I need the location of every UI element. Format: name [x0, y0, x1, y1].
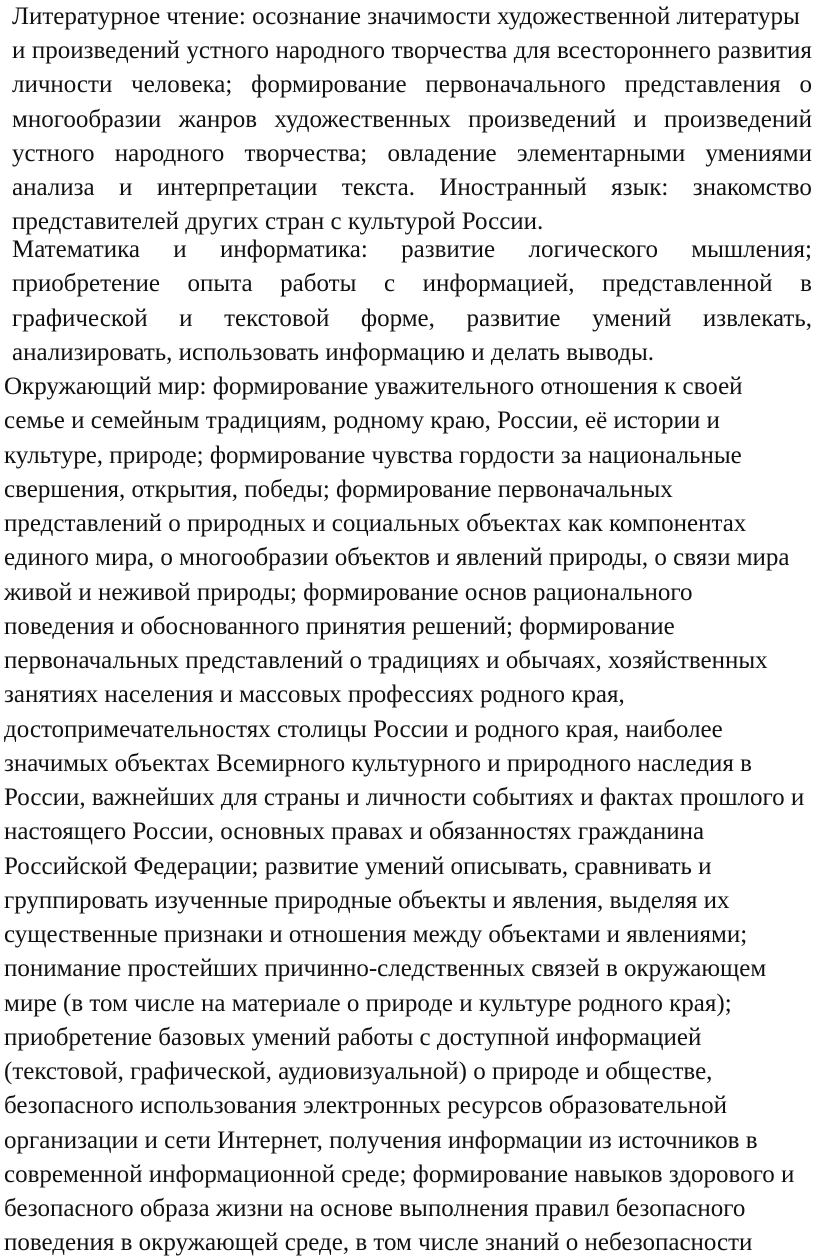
- word: интерпретации: [156, 174, 318, 201]
- text-line: представителей других стран с культурой России.: [12, 208, 544, 235]
- text-line: поведения и обоснованного принятия решений; формирование: [4, 613, 675, 640]
- word: информацией,: [422, 270, 575, 297]
- text-line: [12, 302, 812, 336]
- text-line: [12, 233, 812, 267]
- text-line: существенные признаки и отношения между объектами и явлениями;: [4, 921, 748, 948]
- text-line: понимание простейших причинно-следственных связей в окружающем: [4, 955, 767, 982]
- text-line: [12, 267, 812, 301]
- word: знакомство: [692, 174, 812, 201]
- text-line: поведения в окружающей среде, в том числе знаний о небезопасности: [4, 1229, 753, 1256]
- word: опыта: [187, 270, 253, 297]
- word: развитие: [401, 236, 496, 263]
- word: форме,: [360, 305, 435, 332]
- text-line: первоначальных представлений о традициях и обычаях, хозяйственных: [4, 647, 768, 674]
- word: народного: [114, 140, 225, 167]
- word: язык:: [611, 174, 669, 201]
- word: и: [633, 106, 647, 133]
- word: Иностранный: [439, 174, 587, 201]
- text-line: [12, 171, 812, 205]
- text-line: значимых объектах Всемирного культурного и природного наследия в: [4, 750, 752, 777]
- word: с: [383, 270, 396, 297]
- word: и: [118, 174, 133, 201]
- word: Математика: [12, 236, 140, 263]
- text-line: семье и семейным традициям, родному краю, России, её истории и: [4, 407, 720, 434]
- text-line: [12, 34, 812, 68]
- word: формирование: [251, 71, 407, 98]
- text-line: [12, 137, 812, 171]
- word: человека;: [131, 71, 233, 98]
- text-line: занятиях населения и массовых профессиях родного края,: [4, 681, 625, 708]
- text-line: достопримечательностях столицы России и родного края, наиболее: [4, 716, 723, 743]
- text-line: России, важнейших для страны и личности событиях и фактах прошлого и: [4, 784, 805, 811]
- text-line: организации и сети Интернет, получения информации из источников в: [4, 1127, 758, 1154]
- word: логического: [528, 236, 658, 263]
- word: многообразии: [12, 106, 162, 133]
- text-line: настоящего России, основных правах и обязанностях гражданина: [4, 818, 705, 845]
- word: творчества;: [244, 140, 368, 167]
- word: личности: [12, 71, 113, 98]
- text-line: единого мира, о многообразии объектов и явлений природы, о связи мира: [4, 544, 790, 571]
- text-line: Окружающий мир: формирование уважительного отношения к своей: [4, 373, 743, 400]
- text-line: живой и неживой природы; формирование основ рационального: [4, 579, 693, 606]
- word: мышления;: [691, 236, 812, 263]
- text-line: [12, 68, 812, 102]
- text-line: (текстовой, графической, аудиовизуальной) о природе и обществе,: [4, 1058, 713, 1085]
- text-line: Российской Федерации; развитие умений описывать, сравнивать и: [4, 853, 712, 880]
- word: о: [799, 71, 812, 98]
- word: для: [513, 37, 551, 64]
- word: развитие: [466, 305, 561, 332]
- text-line: современной информационной среде; формирование навыков здорового и: [4, 1161, 795, 1188]
- word: и: [12, 37, 26, 64]
- text-line: культуре, природе; формирование чувства гордости за национальные: [4, 442, 742, 469]
- word: умений: [592, 305, 672, 332]
- text-line: безопасного образа жизни на основе выполнения правил безопасного: [4, 1195, 746, 1222]
- word: и: [173, 236, 187, 263]
- text-line: анализировать, использовать информацию и делать выводы.: [12, 339, 655, 366]
- word: устного: [186, 37, 269, 64]
- word: представленной: [602, 270, 773, 297]
- word: всестороннего: [556, 37, 711, 64]
- word: и: [179, 305, 193, 332]
- text-line: представлений о природных и социальных объектах как компонентах: [4, 510, 747, 537]
- word: умениями: [705, 140, 812, 167]
- text-line: мире (в том числе на материале о природе и культуре родного края);: [4, 990, 732, 1017]
- word: текстовой: [224, 305, 330, 332]
- word: устного: [12, 140, 95, 167]
- word: произведений: [31, 37, 180, 64]
- word: графической: [12, 305, 148, 332]
- word: первоначального: [425, 71, 606, 98]
- word: творчества: [391, 37, 508, 64]
- word: представления: [624, 71, 781, 98]
- text-line: безопасного использования электронных ресурсов образовательной: [4, 1092, 728, 1119]
- word: анализа: [12, 174, 95, 201]
- text-line: свершения, открытия, победы; формирование первоначальных: [4, 476, 673, 503]
- word: развития: [717, 37, 812, 64]
- word: произведений: [663, 106, 812, 133]
- word: элементарными: [516, 140, 686, 167]
- word: овладение: [387, 140, 497, 167]
- word: народного: [275, 37, 385, 64]
- text-line: приобретение базовых умений работы с доступной информацией: [4, 1024, 702, 1051]
- word: информатика:: [219, 236, 368, 263]
- text-line: [12, 103, 812, 137]
- text-line: Литературное чтение: осознание значимости художественной литературы: [12, 3, 800, 30]
- word: художественных: [274, 106, 451, 133]
- text-line: группировать изученные природные объекты и явления, выделяя их: [4, 887, 730, 914]
- word: работы: [280, 270, 357, 297]
- word: текста.: [341, 174, 415, 201]
- word: в: [800, 270, 812, 297]
- word: произведений: [468, 106, 617, 133]
- word: извлекать,: [702, 305, 812, 332]
- word: приобретение: [12, 270, 160, 297]
- word: жанров: [178, 106, 258, 133]
